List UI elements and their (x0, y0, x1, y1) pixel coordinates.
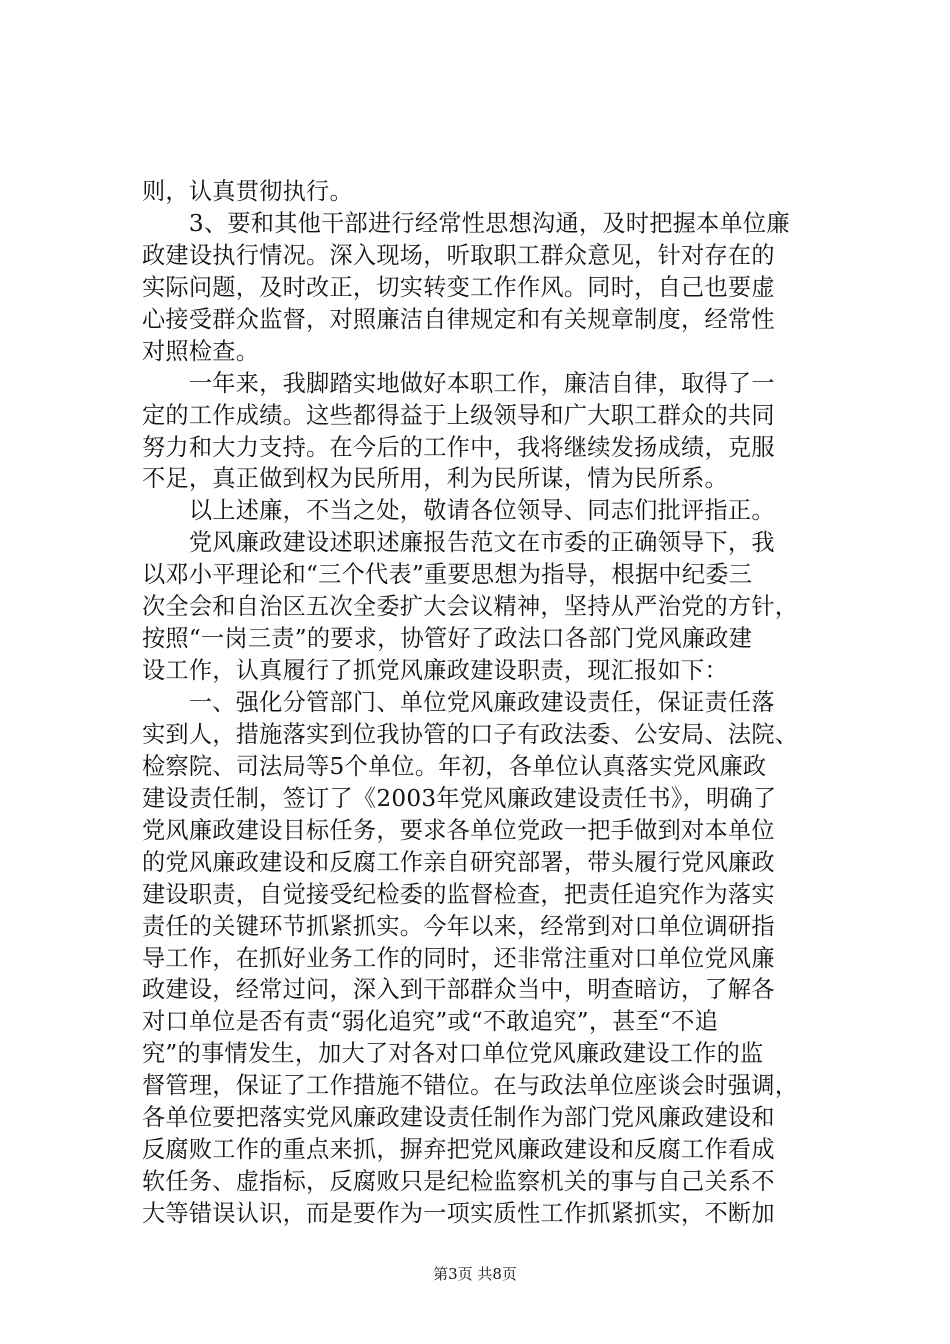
body-text-line: 对口单位是否有责“弱化追究”或“不敢追究”，甚至“不追 (142, 1008, 719, 1036)
body-text-line: 软任务、虚指标，反腐败只是纪检监察机关的事与自己关系不 (142, 1168, 775, 1196)
body-text-line: 以上述廉，不当之处，敬请各位领导、同志们批评指正。 (142, 497, 775, 525)
body-text-line: 建设责任制，签订了《2003年党风廉政建设责任书》，明确了 (142, 784, 777, 812)
body-text-line: 党风廉政建设目标任务，要求各单位党政一把手做到对本单位 (142, 816, 775, 844)
body-text-line: 党风廉政建设述职述廉报告范文在市委的正确领导下，我 (142, 529, 775, 557)
body-text-line: 设工作，认真履行了抓党风廉政建设职责，现汇报如下： (142, 657, 728, 685)
body-text-line: 督管理，保证了工作措施不错位。在与政法单位座谈会时强调， (142, 1072, 799, 1100)
body-text-line: 实到人，措施落实到位我协管的口子有政法委、公安局、法院、 (142, 720, 799, 748)
body-text-line: 责任的关键环节抓紧抓实。今年以来，经常到对口单位调研指 (142, 912, 775, 940)
body-text-line: 一、强化分管部门、单位党风廉政建设责任，保证责任落 (142, 689, 775, 716)
body-text-line: 检察院、司法局等5个单位。年初，各单位认真落实党风廉政 (142, 752, 767, 780)
body-text-line: 努力和大力支持。在今后的工作中，我将继续发扬成绩，克服 (142, 433, 775, 461)
body-text-line: 导工作，在抓好业务工作的同时，还非常注重对口单位党风廉 (142, 944, 775, 972)
body-text-line: 建设职责，自觉接受纪检委的监督检查，把责任追究作为落实 (142, 880, 775, 908)
body-text-line: 实际问题，及时改正，切实转变工作作风。同时，自己也要虚 (142, 273, 775, 301)
body-text-line: 一年来，我脚踏实地做好本职工作，廉洁自律，取得了一 (142, 369, 775, 397)
body-text-line: 大等错误认识，而是要作为一项实质性工作抓紧抓实，不断加 (142, 1200, 775, 1227)
body-text-line: 对照检查。 (142, 337, 260, 365)
body-text-line: 按照“一岗三责”的要求，协管好了政法口各部门党风廉政建 (142, 625, 753, 653)
body-text-line: 各单位要把落实党风廉政建设责任制作为部门党风廉政建设和 (142, 1104, 775, 1132)
body-text-line: 3、要和其他干部进行经常性思想沟通，及时把握本单位廉 (142, 209, 790, 237)
body-text-line: 定的工作成绩。这些都得益于上级领导和广大职工群众的共同 (142, 401, 775, 429)
body-text-line: 不足，真正做到权为民所用，利为民所谋，情为民所系。 (142, 465, 728, 493)
document-body (142, 176, 832, 1230)
body-text-line: 则，认真贯彻执行。 (142, 178, 353, 205)
body-text-line: 以邓小平理论和“三个代表”重要思想为指导，根据中纪委三 (142, 561, 753, 589)
body-text-line: 心接受群众监督，对照廉洁自律规定和有关规章制度，经常性 (142, 305, 775, 333)
body-text-line: 政建设，经常过问，深入到干部群众当中，明查暗访，了解各 (142, 976, 775, 1004)
page-footer: 第3页 共8页 (433, 1265, 517, 1283)
body-text-line: 反腐败工作的重点来抓，摒弃把党风廉政建设和反腐工作看成 (142, 1136, 775, 1164)
body-text-line: 的党风廉政建设和反腐工作亲自研究部署，带头履行党风廉政 (142, 848, 775, 876)
body-text-line: 究”的事情发生，加大了对各对口单位党风廉政建设工作的监 (142, 1040, 764, 1068)
body-text-line: 政建设执行情况。深入现场，听取职工群众意见，针对存在的 (142, 241, 775, 269)
body-text-line: 次全会和自治区五次全委扩大会议精神，坚持从严治党的方针， (142, 593, 799, 621)
